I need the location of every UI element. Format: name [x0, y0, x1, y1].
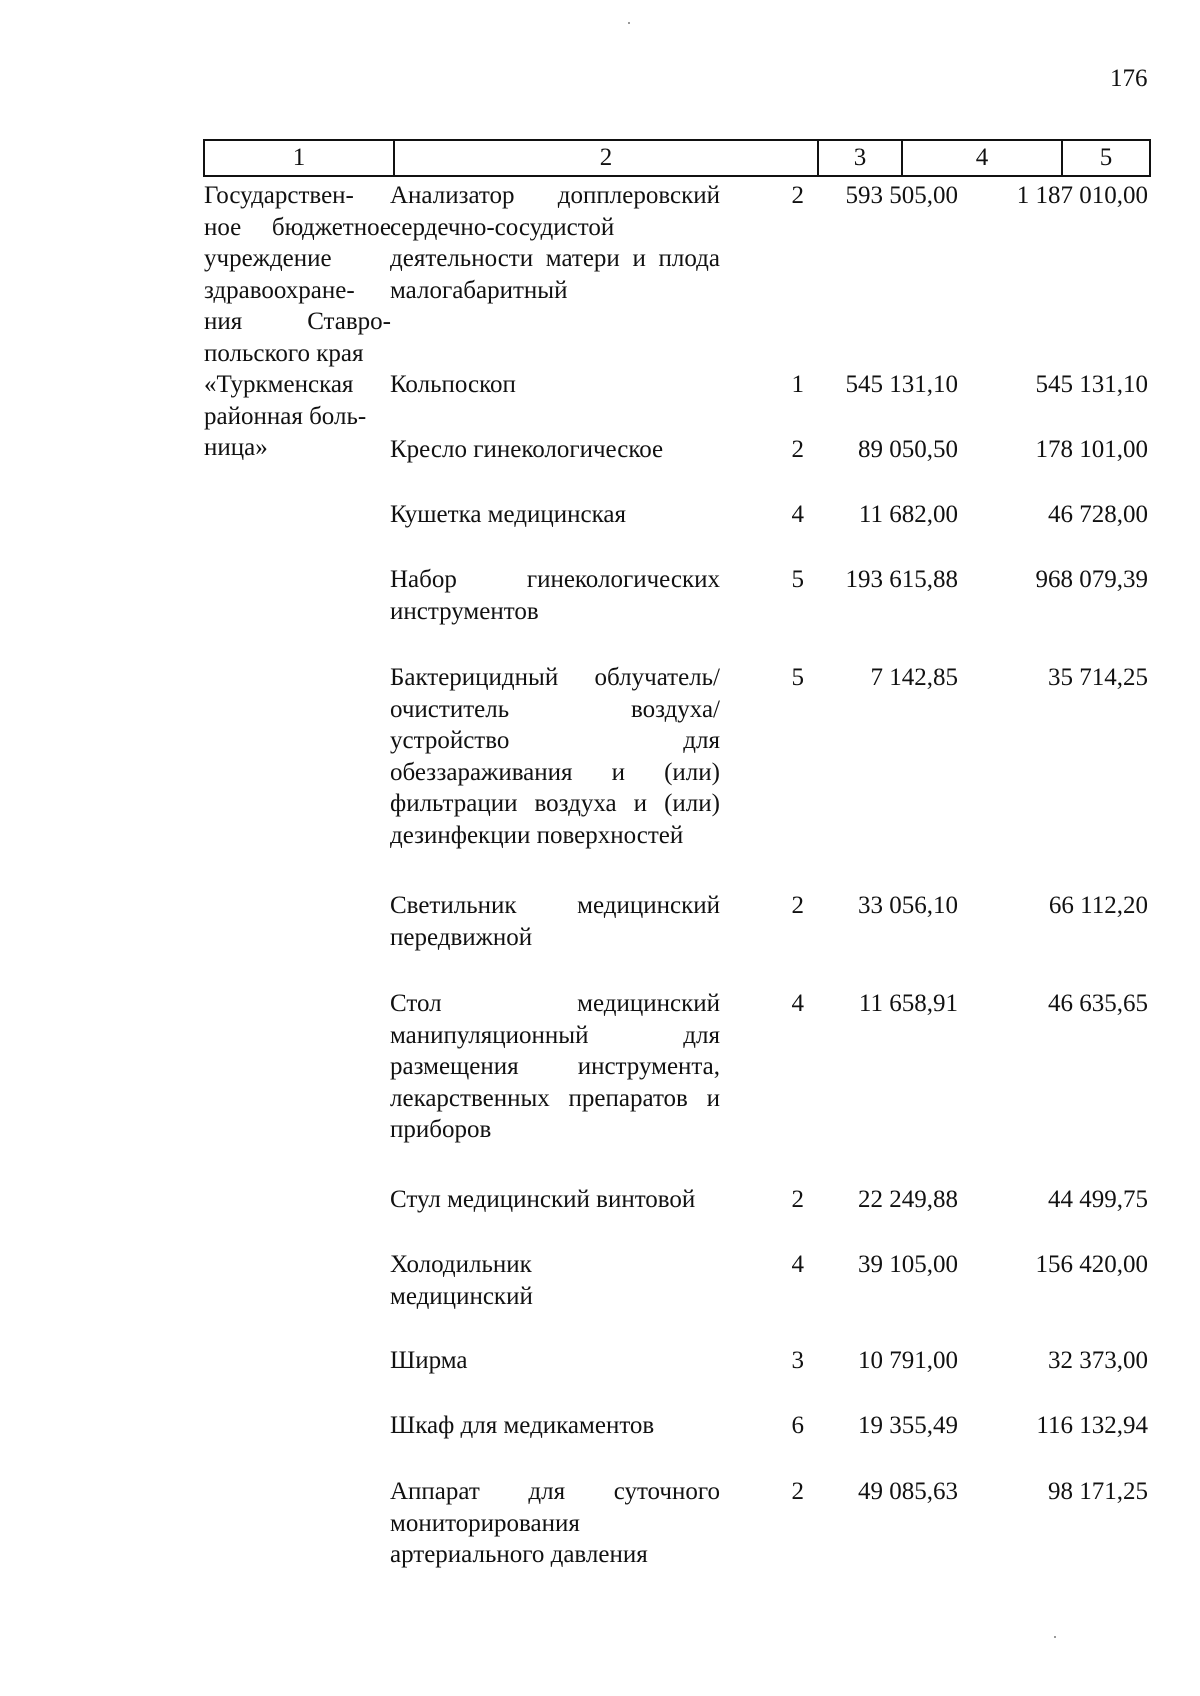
- item-unit-price: 193 615,88: [845, 566, 958, 593]
- item-name: Кольпоскоп: [390, 371, 516, 398]
- item-quantity: 5: [791, 566, 804, 593]
- item-name: Шкаф для медикаментов: [390, 1412, 655, 1439]
- item-name: Аппарат для суточного мониторирования артериального давления: [390, 1478, 720, 1568]
- item-unit-price: 39 105,00: [858, 1251, 958, 1278]
- item-name: Холодильник медицинский: [390, 1251, 533, 1310]
- item-name: Анализатор допплеровский сердечно-сосудистой деятельности матери и плода малогабаритный: [390, 182, 720, 304]
- organization-line: ное бюджетное: [204, 213, 391, 241]
- item-quantity: 2: [791, 1478, 804, 1505]
- column-header-5: 5: [1099, 144, 1113, 171]
- item-total: 98 171,25: [1048, 1478, 1148, 1505]
- item-unit-price: 33 056,10: [858, 892, 958, 919]
- item-quantity: 4: [791, 1251, 804, 1278]
- item-unit-price: 22 249,88: [858, 1186, 958, 1213]
- item-unit-price: 89 050,50: [858, 436, 958, 463]
- organization-line: польского края: [204, 339, 364, 367]
- item-total: 44 499,75: [1048, 1186, 1148, 1213]
- scan-speck: [1054, 1636, 1056, 1638]
- item-name: Кушетка медицинская: [390, 501, 626, 528]
- organization-name: [204, 180, 391, 464]
- item-name: Светильник медицинский передвижной: [390, 892, 720, 951]
- item-quantity: 2: [791, 436, 804, 463]
- item-unit-price: 49 085,63: [858, 1478, 958, 1505]
- item-total: 66 112,20: [1048, 892, 1148, 919]
- item-quantity: 2: [791, 892, 804, 919]
- organization-line: учреждение: [204, 245, 332, 272]
- column-header-2: 2: [599, 144, 613, 171]
- item-quantity: 4: [791, 990, 804, 1017]
- item-total: 46 728,00: [1048, 501, 1148, 528]
- item-quantity: 1: [791, 371, 804, 398]
- organization-line: «Туркменская: [204, 371, 354, 398]
- table-header-row: [203, 139, 1151, 177]
- item-total: 35 714,25: [1048, 664, 1148, 691]
- item-unit-price: 11 658,91: [858, 990, 958, 1017]
- item-quantity: 5: [791, 664, 804, 691]
- item-unit-price: 545 131,10: [845, 371, 958, 398]
- item-unit-price: 10 791,00: [858, 1347, 958, 1374]
- item-name: Кресло гинекологическое: [390, 436, 664, 463]
- item-unit-price: 11 682,00: [858, 501, 958, 528]
- item-quantity: 2: [791, 182, 804, 209]
- item-unit-price: 19 355,49: [858, 1412, 958, 1439]
- item-quantity: 6: [791, 1412, 804, 1439]
- scan-speck: [628, 22, 630, 24]
- organization-line: ница»: [204, 434, 268, 461]
- item-name: Набор гинекологических инструментов: [390, 566, 720, 625]
- organization-line: районная боль-: [204, 402, 367, 430]
- column-header-1: 1: [292, 144, 306, 171]
- item-total: 968 079,39: [1035, 566, 1148, 593]
- item-total: 1 187 010,00: [1016, 182, 1148, 209]
- item-name: Бактерицидный облучатель/очиститель воздуха/устройство для обеззараживания и (или) фильтрации воздуха и (или) дезинфекции поверхностей: [390, 664, 720, 849]
- organization-line: здравоохране-: [204, 276, 355, 304]
- item-unit-price: 593 505,00: [845, 182, 958, 209]
- column-header-3: 3: [853, 144, 867, 171]
- item-quantity: 3: [791, 1347, 804, 1374]
- item-total: 32 373,00: [1048, 1347, 1148, 1374]
- organization-line: ния Ставро-: [204, 308, 391, 335]
- organization-line: Государствен-: [204, 182, 354, 209]
- item-name: Стол медицинский манипуляционный для размещения инструмента, лекарственных препаратов и приборов: [390, 990, 720, 1143]
- item-name: Стул медицинский винтовой: [390, 1186, 696, 1213]
- item-total: 46 635,65: [1048, 990, 1148, 1017]
- item-unit-price: 7 142,85: [870, 664, 958, 691]
- item-name: Ширма: [390, 1347, 468, 1374]
- item-quantity: 4: [791, 501, 804, 528]
- column-header-4: 4: [975, 144, 989, 171]
- item-total: 156 420,00: [1035, 1251, 1148, 1278]
- item-total: 116 132,94: [1036, 1412, 1148, 1439]
- item-total: 178 101,00: [1035, 436, 1148, 463]
- item-quantity: 2: [791, 1186, 804, 1213]
- page-number: 176: [1110, 65, 1148, 92]
- item-total: 545 131,10: [1035, 371, 1148, 398]
